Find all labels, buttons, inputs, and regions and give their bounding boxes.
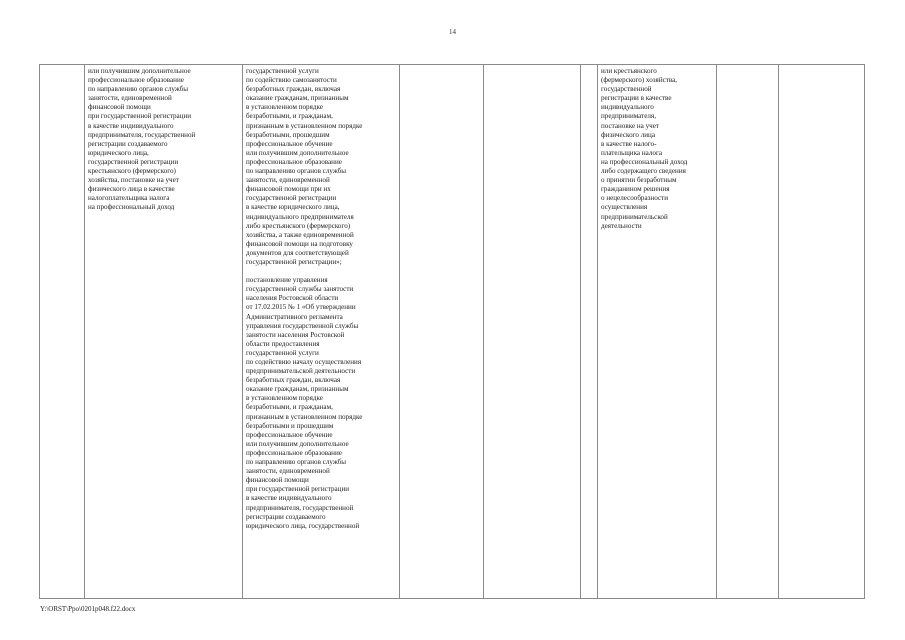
table-cell-service-text: или получившим дополнительное профессиональное образование по направлению органов службы занятости, единовременной финансовой помощи при государственной регистрации в качестве индивидуального предпринимателя, государственной регистрации создаваемого юридического лица, государственной регистрации крестьянского (фермерского) хозяйства, постановке на учет физического лица в качестве налогоплательщика налога на профессиональный доход [85, 65, 243, 599]
table-cell-empty [484, 65, 581, 599]
table-cell-number [40, 65, 85, 599]
table-cell-empty [717, 65, 779, 599]
document-table [39, 64, 865, 599]
table-cell-result-text: или крестьянского (фермерского) хозяйства, государственной регистрации в качестве индивидуального предпринимателя, постановке на учет физического лица в качестве налого- плательщика налога на профессиональный доход либо содержащего сведения о принятии безработным гражданином решения о нецелесообразности осуществления предпринимательской деятельности [598, 65, 717, 599]
footer-file-path: Y:\ORST\Ppo\0201p048.f22.docx [40, 605, 136, 613]
page-number: 14 [449, 28, 456, 36]
table-cell-empty [581, 65, 598, 599]
table-cell-legal-basis: государственной услуги по содействию самозанятости безработных граждан, включая оказание гражданам, признанным в установленном порядке безработными, и гражданам, признанным в установленном порядке безработными, прошедшим профессиональное обучение или получившим дополнительное профессиональное образование по направлению органов службы занятости, единовременной финансовой помощи при их государственной регистрации в качестве юридического лица, индивидуального предпринимателя либо крестьянского (фермерского) хозяйства, а также единовременной финансовой помощи на подготовку документов для соответствующей государственной регистрации»; постановление управления государственной службы занятости населения Ростовской области от 17.02.2015 № 1 «Об утверждении Административного регламента управления государственной службы занятости населения Ростовской области предоставления государственной услуги по содействию началу осуществления предпринимательской деятельности безработных граждан, включая оказание гражданам, признанным в установленном порядке безработными, и гражданам, признанным в установленном порядке безработными и прошедшим профессиональное обучение или получившим дополнительное профессиональное образование по направлению органов службы занятости, единовременной финансовой помощи при государственной регистрации в качестве индивидуального предпринимателя, государственной регистрации создаваемого юридического лица, государственной [243, 65, 400, 599]
table-cell-empty [779, 65, 865, 599]
table-row [40, 65, 865, 599]
table-cell-empty [400, 65, 484, 599]
